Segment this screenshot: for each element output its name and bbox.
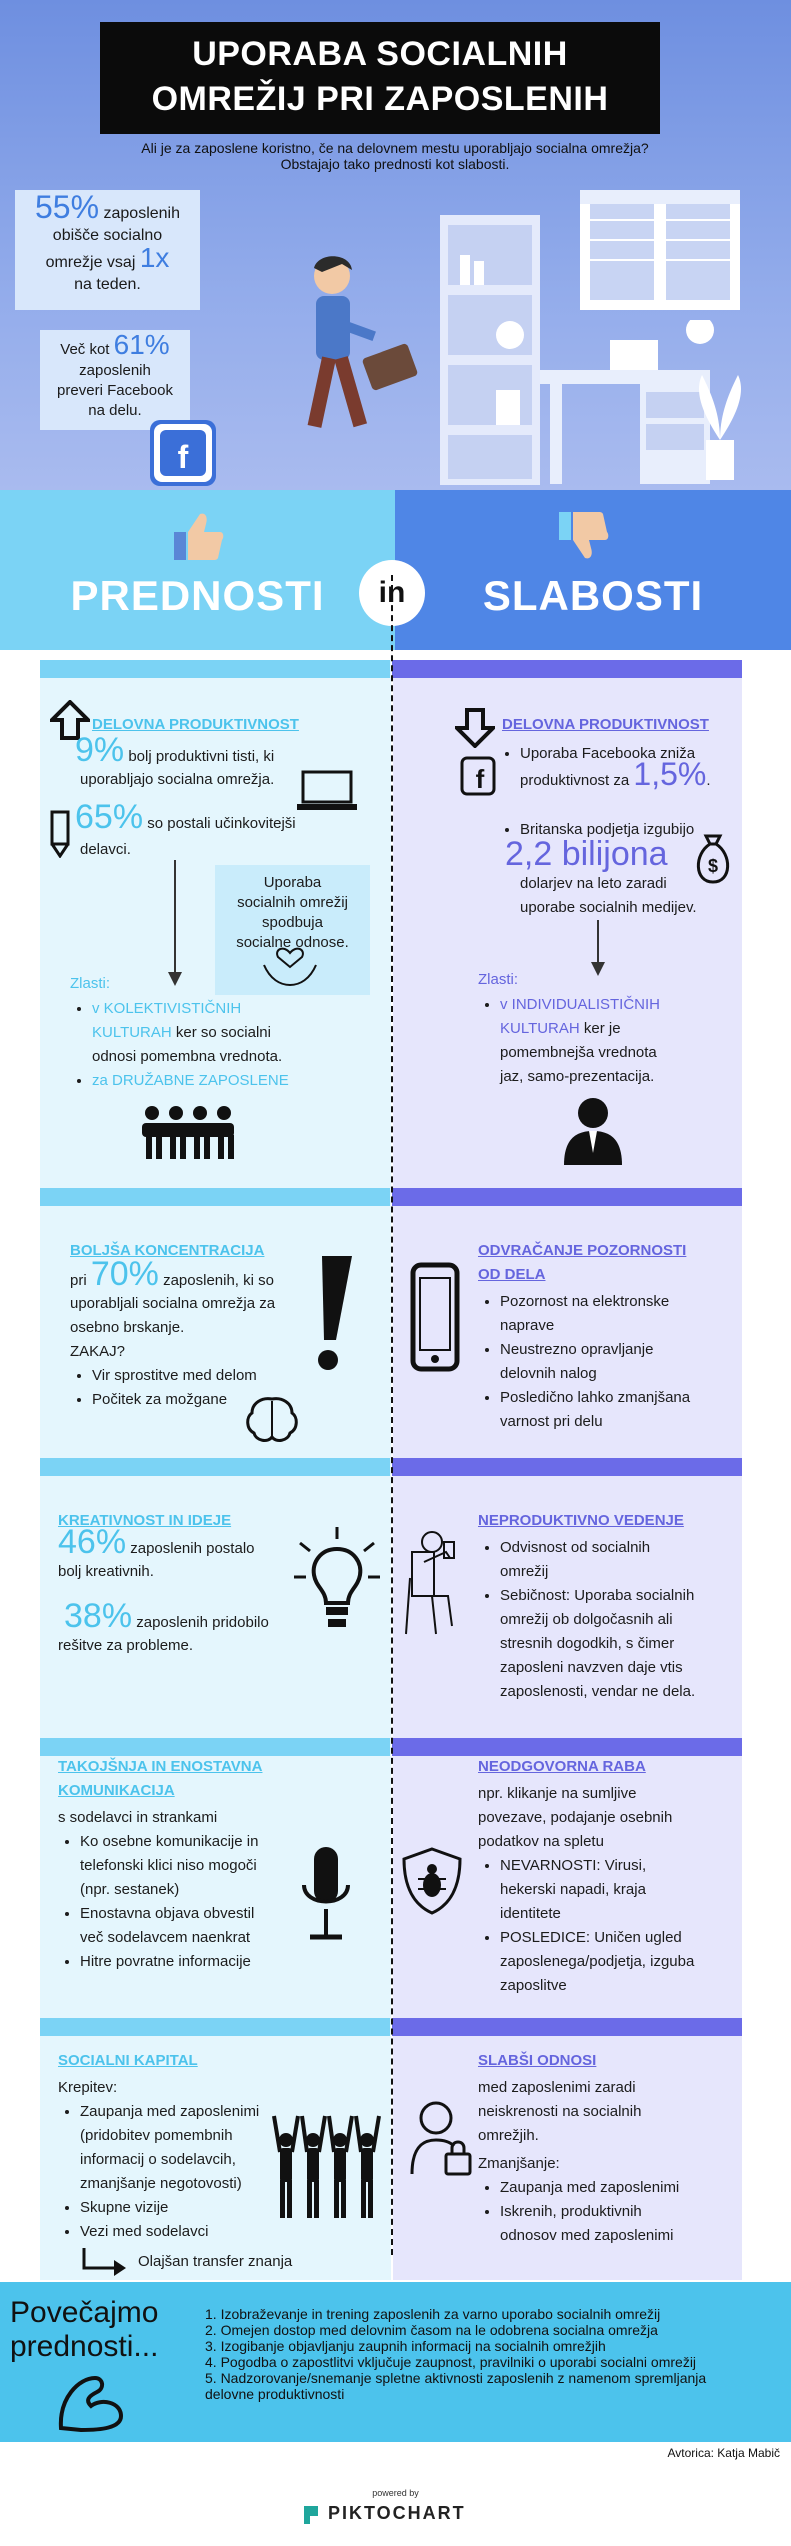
s3-right-b1: • Odvisnost od socialnih omrežij <box>500 1536 740 1584</box>
s5-right-heading: SLABŠI ODNOSI <box>478 2052 597 2069</box>
s3-right-heading: NEPRODUKTIVNO VEDENJE <box>478 1512 684 1529</box>
footer-title-2: prednosti... <box>10 2330 159 2363</box>
s1-left-heading: DELOVNA PRODUKTIVNOST <box>92 716 299 733</box>
walking-man-icon <box>270 250 420 490</box>
s2-right-b1: • Pozornost na elektronske naprave <box>500 1290 730 1338</box>
s1-left-pct2: 65% <box>75 798 144 836</box>
s2-right-list <box>480 1290 730 1434</box>
s1-left-b1: • v KOLEKTIVISTIČNIH <box>92 997 372 1021</box>
s3-right-b2: • Sebičnost: Uporaba socialnih omrežij ob dolgočasnih ali stresnih dogodkih, s čimer zaposleni navzven daje vtis zaposlenosti, vendar ne dela. <box>500 1584 740 1704</box>
s1-left-b1-rest: ker so socialni <box>175 1024 271 1041</box>
s4-left-intro: s sodelavci in strankami <box>58 1809 218 1826</box>
stat1-text-b: obišče socialno <box>52 227 163 244</box>
s1-left-list-2 <box>72 1069 372 1093</box>
band-right-1 <box>392 660 742 678</box>
s2-right-b3: • Posledično lahko zmanjšana varnost pri delu <box>500 1386 730 1434</box>
footer-item-2: 2. Omejen dostop med delovnim časom na le odobrena socialna omrežja <box>205 2322 658 2338</box>
arrow-down-icon <box>455 708 495 748</box>
stat1-freq: 1x <box>139 242 170 273</box>
s5-right-intro-c: omrežjih. <box>478 2127 539 2144</box>
down-arrow-line <box>165 860 185 990</box>
thumbs-up-icon <box>170 508 226 564</box>
s2-left-text-a: zaposlenih, ki so <box>163 1272 274 1289</box>
subtitle <box>70 140 720 172</box>
stat-card-2 <box>40 330 190 430</box>
and-circle: in <box>359 560 425 626</box>
band-right-5 <box>392 2018 742 2036</box>
subtitle-line-2: Obstajajo tako prednosti kot slabosti. <box>280 156 510 172</box>
s1-right-b1a: • Uporaba Facebooka zniža <box>520 742 740 766</box>
s1-right-b2b: dolarjev na leto zaradi <box>520 875 667 892</box>
person-icon <box>560 1095 626 1167</box>
cheering-people-icon <box>272 2112 382 2222</box>
title-line-2: OMREŽIJ PRI ZAPOSLENIH <box>151 80 609 118</box>
microphone-icon <box>296 1845 356 1945</box>
s4-right-intro-c: podatkov na spletu <box>478 1833 604 1850</box>
s3-left-text2a: zaposlenih pridobilo <box>136 1614 269 1631</box>
s1-right-b1b: produktivnost za <box>520 772 630 789</box>
stat1-text-d: na teden. <box>74 276 141 293</box>
band-right-3 <box>392 1458 742 1476</box>
stat-card-1 <box>15 190 200 310</box>
pencil-icon <box>48 810 72 858</box>
s4-left-b1: • Ko osebne komunikacije in telefonski klici niso mogoči (npr. sestanek) <box>80 1830 300 1902</box>
s1-callout-1: Uporaba <box>263 874 322 891</box>
s5-right-b1: • Zaupanja med zaposlenimi <box>500 2176 740 2200</box>
s3-right-list <box>480 1536 740 1704</box>
hands-heart-icon <box>260 945 320 989</box>
author-credit: Avtorica: Katja Mabič <box>667 2446 780 2460</box>
s1-left-text2b: delavci. <box>80 841 131 858</box>
bent-arrow-icon <box>74 2244 134 2280</box>
band-right-2 <box>392 1188 742 1206</box>
piktochart-brand: PIKTOCHART <box>328 2503 466 2523</box>
stat2-pct: 61% <box>113 329 170 360</box>
footer-title-1: Povečajmo <box>10 2296 159 2329</box>
s1-left-zlasti: Zlasti: <box>70 975 111 992</box>
s4-left-heading-2: KOMUNIKACIJA <box>58 1782 175 1799</box>
footer-item-4: 4. Pogodba o zapostlitvi vključuje zaupnost, pravilniki o uporabi socialni omrežij <box>205 2354 697 2370</box>
person-lock-icon <box>410 2100 474 2178</box>
s1-callout-4: socialne odnose. <box>236 934 349 951</box>
s1-right-b2a: • Britanska podjetja izgubijo <box>520 818 740 842</box>
center-divider <box>391 575 393 2255</box>
facebook-outline-icon <box>460 756 496 796</box>
s3-left-text2b: rešitve za probleme. <box>58 1637 194 1654</box>
brain-icon <box>244 1395 300 1443</box>
s4-right-intro-a: npr. klikanje na sumljive <box>478 1785 637 1802</box>
window-icon <box>580 190 740 310</box>
s1-left-b2: • za DRUŽABNE ZAPOSLENE <box>92 1069 372 1093</box>
s5-left-b2: • Skupne vizije <box>80 2196 280 2220</box>
s1-right-b3-blue2: KULTURAH <box>500 1020 580 1037</box>
s5-right-list <box>480 2176 740 2248</box>
s5-left-intro: Krepitev: <box>58 2079 118 2096</box>
s1-callout-3: spodbuja <box>262 914 323 931</box>
s4-right-b2: • POSLEDICE: Uničen ugled zaposlenega/podjetja, izguba zaposlitve <box>500 1926 740 1998</box>
band-left-2 <box>40 1188 390 1206</box>
s3-left-pct1: 46% <box>58 1523 127 1561</box>
s1-left-list <box>72 997 372 1021</box>
group-people-icon <box>138 1105 238 1161</box>
subtitle-line-1: Ali je za zaposlene koristno, če na delovnem mestu uporabljajo socialna omrežja? <box>141 140 649 156</box>
s2-left-text-b: uporabljali socialna omrežja za <box>70 1295 276 1312</box>
s2-right-heading-2: OD DELA <box>478 1266 546 1283</box>
s1-right-b3-rest2: pomembnejša vrednota <box>500 1044 657 1061</box>
s2-right-b2: • Neustrezno opravljanje delovnih nalog <box>500 1338 730 1386</box>
stat1-text-a: zaposlenih <box>103 205 180 222</box>
s4-right-intro-b: povezave, podajanje osebnih <box>478 1809 673 1826</box>
s5-right-zmanjsanje: Zmanjšanje: <box>478 2155 560 2172</box>
s5-left-arrow-text: Olajšan transfer znanja <box>138 2253 293 2270</box>
s1-left-pct1: 9% <box>75 731 125 769</box>
s1-right-list-3 <box>480 993 730 1017</box>
s1-right-b3-rest3: jaz, samo-prezentacija. <box>500 1068 655 1085</box>
s2-left-prefix: pri <box>70 1272 87 1289</box>
title-box <box>100 22 660 134</box>
s4-right-b1: • NEVARNOSTI: Virusi, hekerski napadi, kraja identitete <box>500 1854 740 1926</box>
flexed-arm-icon <box>55 2368 131 2434</box>
s1-right-b2c: uporabe socialnih medijev. <box>520 899 697 916</box>
footer-item-5a: 5. Nadzorovanje/snemanje spletne aktivnosti zaposlenih z namenom spremljanja <box>205 2370 707 2386</box>
stat2-text-b: preveri Facebook <box>57 382 173 399</box>
s3-left-text1a: zaposlenih postalo <box>130 1540 255 1557</box>
pros-label: PREDNOSTI <box>70 572 325 619</box>
s5-left-list <box>60 2100 280 2244</box>
s4-left-b2: • Enostavna objava obvestil več sodelavcem naenkrat <box>80 1902 300 1950</box>
footer-item-5b: delovne produktivnosti <box>205 2386 345 2402</box>
s4-right-heading: NEODGOVORNA RABA <box>478 1758 646 1775</box>
s1-left-b1-blue2: KULTURAH <box>92 1024 172 1041</box>
s1-right-zlasti: Zlasti: <box>478 971 519 988</box>
svg-text:f: f <box>475 764 485 794</box>
piktochart-logo-icon <box>300 2502 322 2526</box>
s1-left-text1b: uporabljajo socialna omrežja. <box>80 771 275 788</box>
s1-left-text1a: bolj produktivni tisti, ki <box>128 748 275 765</box>
thumbs-down-icon <box>555 508 611 564</box>
band-left-5 <box>40 2018 390 2036</box>
s1-right-b3: • v INDIVIDUALISTIČNIH <box>500 993 730 1017</box>
s2-left-zakaj: ZAKAJ? <box>70 1343 126 1360</box>
s5-left-b3: • Vezi med sodelavci <box>80 2220 280 2244</box>
light-bulb-icon <box>292 1525 382 1635</box>
stat2-text-a: zaposlenih <box>79 362 151 379</box>
s3-left-text1b: bolj kreativnih. <box>58 1563 154 1580</box>
money-bag-icon <box>692 832 734 884</box>
hero-section <box>0 0 791 490</box>
band-left-1 <box>40 660 390 678</box>
s1-right-b1-dot: . <box>706 772 711 789</box>
s1-callout-2: socialnih omrežij <box>237 894 348 911</box>
s5-right-intro-a: med zaposlenimi zaradi <box>478 2079 636 2096</box>
s1-right-b1-pct: 1,5% <box>633 756 707 792</box>
s5-left-b1: • Zaupanja med zaposlenimi (pridobitev pomembnih informacij o sodelavcih, zmanjšanje negotovosti) <box>80 2100 280 2196</box>
powered-by: powered by <box>372 2488 419 2498</box>
s4-left-b3: • Hitre povratne informacije <box>80 1950 300 1974</box>
shield-bug-icon <box>400 1845 464 1917</box>
s3-left-heading: KREATIVNOST IN IDEJE <box>58 1512 232 1529</box>
s4-right-list <box>480 1854 740 1998</box>
s1-left-b1-rest2: odnosi pomembna vrednota. <box>92 1048 283 1065</box>
s4-left-list <box>60 1830 300 1974</box>
s2-left-heading: BOLJŠA KONCENTRACIJA <box>70 1242 265 1259</box>
stat2-text-c: na delu. <box>88 402 142 419</box>
footer-item-1: 1. Izobraževanje in trening zaposlenih za varno uporabo socialnih omrežij <box>205 2306 661 2322</box>
stat1-text-c: omrežje vsaj <box>45 254 136 271</box>
s1-right-b2-big: 2,2 bilijona <box>505 835 668 873</box>
s1-right-heading: DELOVNA PRODUKTIVNOST <box>502 716 709 733</box>
exclamation-icon <box>300 1252 360 1372</box>
s5-right-b2: • Iskrenih, produktivnih odnosov med zaposlenimi <box>500 2200 740 2248</box>
s2-left-pct: 70% <box>90 1255 159 1293</box>
smartphone-icon <box>410 1262 460 1372</box>
band-left-4 <box>40 1738 390 1756</box>
s4-left-heading-1: TAKOJŠNJA IN ENOSTAVNA <box>58 1758 263 1775</box>
svg-text:$: $ <box>707 856 719 876</box>
s2-left-text-c: osebno brskanje. <box>70 1319 185 1336</box>
s2-right-heading-1: ODVRAČANJE POZORNOSTI <box>478 1242 687 1259</box>
s3-left-pct2: 38% <box>64 1597 133 1635</box>
down-arrow-line-right <box>588 920 608 980</box>
s5-right-intro-b: neiskrenosti na socialnih <box>478 2103 642 2120</box>
footer-item-3: 3. Izogibanje objavljanju zaupnih informacij na socialnih omrežjih <box>205 2338 606 2354</box>
s5-left-heading: SOCIALNI KAPITAL <box>58 2052 198 2069</box>
s2-left-b2: • Počitek za možgane <box>92 1388 322 1412</box>
stat2-prefix: Več kot <box>60 341 110 358</box>
band-right-4 <box>392 1738 742 1756</box>
s1-right-b3-rest: ker je <box>583 1020 621 1037</box>
cons-label: SLABOSTI <box>482 572 704 619</box>
facebook-icon <box>150 420 216 486</box>
s1-left-text2a: so postali učinkovitejši <box>147 815 296 832</box>
title-line-1: UPORABA SOCIALNIH <box>192 35 568 73</box>
bookshelf-icon <box>440 215 540 485</box>
plant-icon <box>690 370 750 485</box>
band-left-3 <box>40 1458 390 1476</box>
svg-text:f: f <box>177 439 189 475</box>
stat1-pct: 55% <box>35 189 100 225</box>
s2-left-b1: • Vir sprostitve med delom <box>92 1364 322 1388</box>
person-chair-icon <box>402 1528 472 1638</box>
footer-list <box>205 2306 785 2402</box>
